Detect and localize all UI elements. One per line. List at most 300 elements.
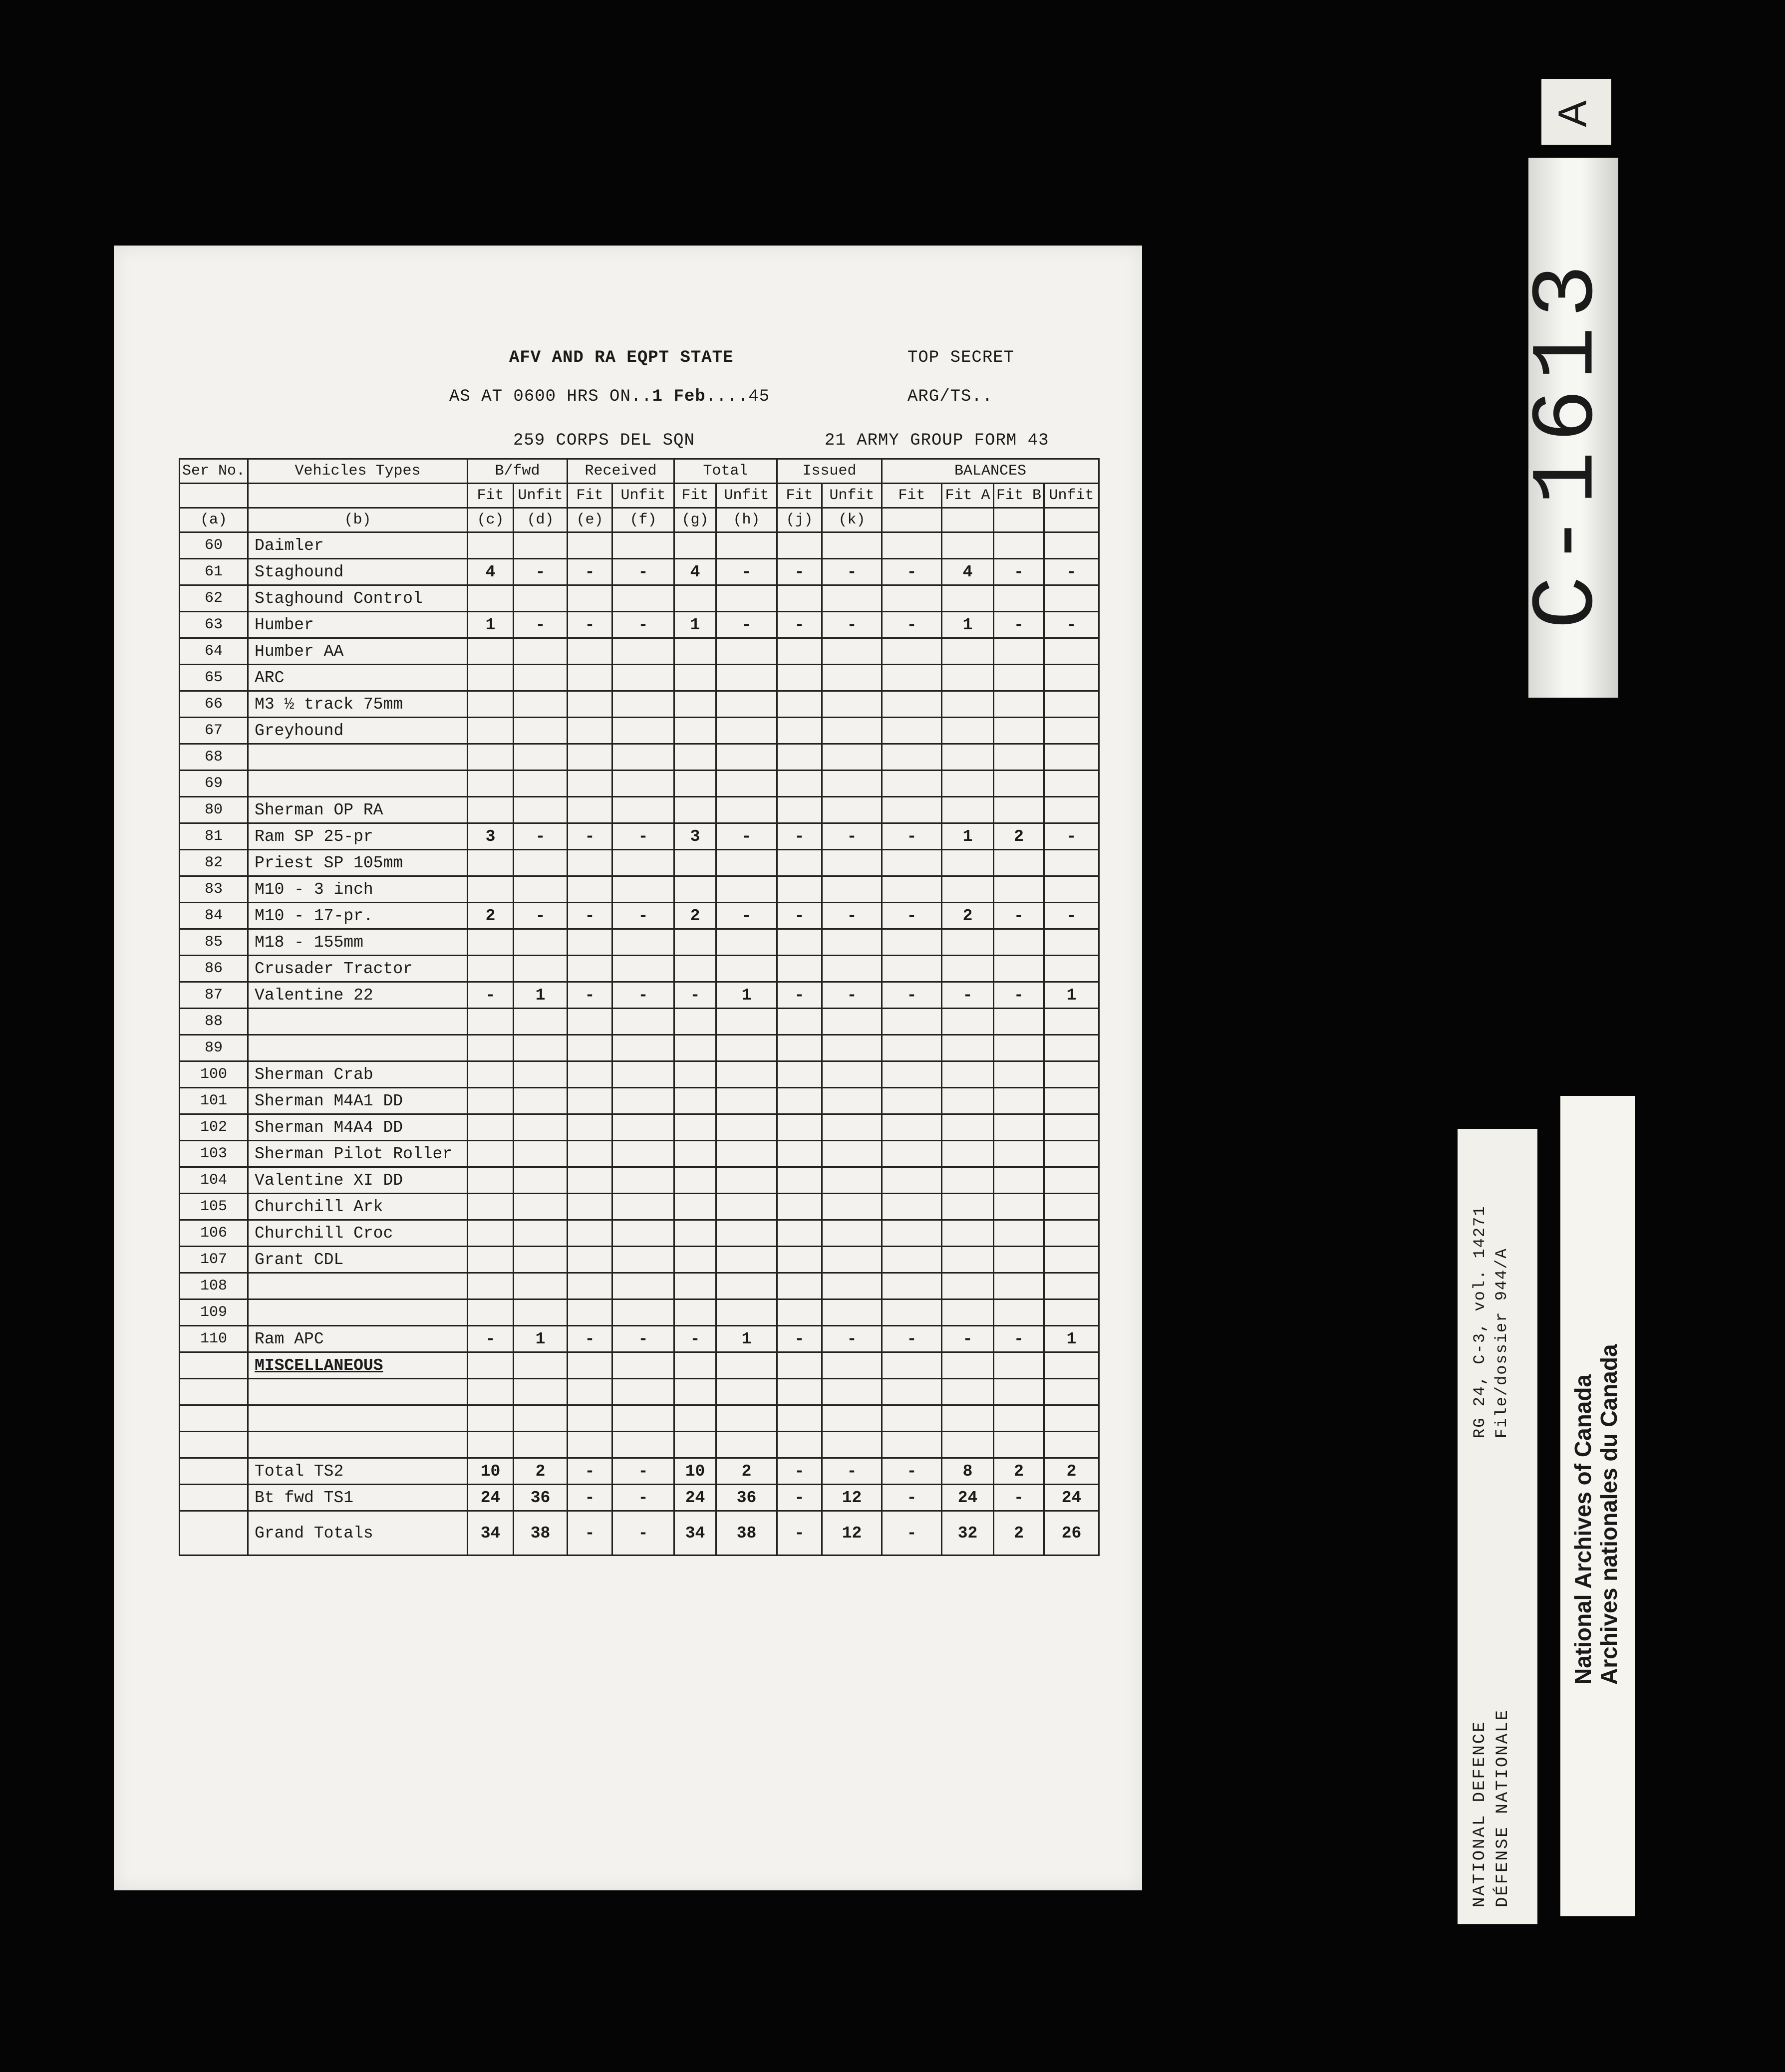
quantity-cell xyxy=(514,665,568,691)
quantity-cell xyxy=(882,1167,942,1194)
quantity-cell xyxy=(942,1247,994,1273)
quantity-cell xyxy=(514,532,568,559)
quantity-cell xyxy=(612,585,674,612)
table-row xyxy=(180,638,1099,665)
as-at-date: 1 Feb xyxy=(652,387,706,406)
file-reference: File/dossier 944/A xyxy=(1492,1248,1511,1438)
quantity-cell: 38 xyxy=(514,1511,568,1555)
quantity-cell: - xyxy=(882,903,942,929)
quantity-cell xyxy=(1044,744,1099,771)
quantity-cell xyxy=(612,1114,674,1141)
quantity-cell xyxy=(468,1220,514,1247)
quantity-cell xyxy=(612,1352,674,1379)
quantity-cell: - xyxy=(777,1458,822,1485)
quantity-cell xyxy=(674,585,716,612)
quantity-cell: - xyxy=(994,559,1044,585)
vehicle-type-cell xyxy=(248,1009,468,1035)
vehicle-type-cell: Ram APC xyxy=(248,1326,468,1352)
quantity-cell xyxy=(882,1379,942,1405)
serial-number-cell xyxy=(180,1458,248,1485)
quantity-cell: 10 xyxy=(674,1458,716,1485)
quantity-cell xyxy=(1044,1009,1099,1035)
subcol-unfit: Unfit xyxy=(514,484,568,508)
quantity-cell xyxy=(674,1194,716,1220)
quantity-cell xyxy=(822,665,882,691)
quantity-cell xyxy=(514,1035,568,1061)
header-blank xyxy=(994,508,1044,532)
table-row xyxy=(180,665,1099,691)
quantity-cell: 2 xyxy=(716,1458,777,1485)
quantity-cell: 2 xyxy=(468,903,514,929)
table-row xyxy=(180,1326,1099,1352)
quantity-cell xyxy=(1044,585,1099,612)
quantity-cell xyxy=(612,1247,674,1273)
quantity-cell xyxy=(468,1114,514,1141)
quantity-cell: - xyxy=(674,982,716,1009)
quantity-cell xyxy=(942,956,994,982)
quantity-cell: - xyxy=(568,823,612,850)
quantity-cell: - xyxy=(568,982,612,1009)
header-blank xyxy=(180,484,248,508)
quantity-cell: - xyxy=(994,1485,1044,1511)
table-row xyxy=(180,532,1099,559)
table-row xyxy=(180,1009,1099,1035)
table-row xyxy=(180,1220,1099,1247)
quantity-cell xyxy=(468,1379,514,1405)
quantity-cell xyxy=(612,718,674,744)
quantity-cell xyxy=(514,1114,568,1141)
quantity-cell xyxy=(716,1061,777,1088)
serial-number-cell: 106 xyxy=(180,1220,248,1247)
vehicle-type-cell: MISCELLANEOUS xyxy=(248,1352,468,1379)
quantity-cell xyxy=(777,850,822,876)
quantity-cell xyxy=(777,532,822,559)
serial-number-cell xyxy=(180,1352,248,1379)
quantity-cell xyxy=(882,744,942,771)
quantity-cell: - xyxy=(612,982,674,1009)
header-blank xyxy=(248,484,468,508)
quantity-cell xyxy=(822,956,882,982)
serial-number-cell: 69 xyxy=(180,771,248,797)
quantity-cell xyxy=(942,797,994,823)
quantity-cell xyxy=(1044,718,1099,744)
quantity-cell xyxy=(514,850,568,876)
quantity-cell xyxy=(674,956,716,982)
subcol-unfit: Unfit xyxy=(716,484,777,508)
quantity-cell xyxy=(777,1167,822,1194)
quantity-cell xyxy=(674,638,716,665)
quantity-cell xyxy=(514,585,568,612)
serial-number-cell: 81 xyxy=(180,823,248,850)
table-row xyxy=(180,612,1099,638)
vehicle-type-cell: M3 ½ track 75mm xyxy=(248,691,468,718)
quantity-cell xyxy=(1044,956,1099,982)
quantity-cell: 2 xyxy=(942,903,994,929)
serial-number-cell: 82 xyxy=(180,850,248,876)
quantity-cell: - xyxy=(882,982,942,1009)
table-row xyxy=(180,1247,1099,1273)
vehicle-type-cell: Grant CDL xyxy=(248,1247,468,1273)
quantity-cell xyxy=(942,1009,994,1035)
quantity-cell xyxy=(468,929,514,956)
quantity-cell xyxy=(942,665,994,691)
quantity-cell xyxy=(822,532,882,559)
sheet-letter: A xyxy=(1550,100,1595,127)
quantity-cell xyxy=(674,1009,716,1035)
quantity-cell xyxy=(942,1088,994,1114)
quantity-cell xyxy=(822,1352,882,1379)
quantity-cell xyxy=(468,638,514,665)
quantity-cell xyxy=(942,1405,994,1432)
quantity-cell xyxy=(568,1035,612,1061)
quantity-cell xyxy=(716,1432,777,1458)
quantity-cell xyxy=(674,1141,716,1167)
quantity-cell xyxy=(674,1220,716,1247)
quantity-cell xyxy=(942,1035,994,1061)
quantity-cell: - xyxy=(942,982,994,1009)
quantity-cell xyxy=(568,1009,612,1035)
quantity-cell: 24 xyxy=(468,1485,514,1511)
vehicle-type-cell: Crusader Tractor xyxy=(248,956,468,982)
quantity-cell xyxy=(822,744,882,771)
quantity-cell xyxy=(942,744,994,771)
quantity-cell: - xyxy=(514,612,568,638)
quantity-cell xyxy=(514,1405,568,1432)
quantity-cell: - xyxy=(1044,823,1099,850)
quantity-cell: 10 xyxy=(468,1458,514,1485)
vehicle-type-cell: Sherman Crab xyxy=(248,1061,468,1088)
col-letter: (h) xyxy=(716,508,777,532)
vehicle-type-cell: ARC xyxy=(248,665,468,691)
serial-number-cell: 100 xyxy=(180,1061,248,1088)
quantity-cell xyxy=(994,585,1044,612)
quantity-cell xyxy=(822,1220,882,1247)
quantity-cell xyxy=(514,718,568,744)
vehicle-type-cell: Sherman M4A1 DD xyxy=(248,1088,468,1114)
quantity-cell xyxy=(674,1405,716,1432)
vehicle-type-cell: Sherman OP RA xyxy=(248,797,468,823)
header-blank xyxy=(882,508,942,532)
quantity-cell xyxy=(777,1141,822,1167)
quantity-cell: - xyxy=(514,903,568,929)
quantity-cell xyxy=(882,1061,942,1088)
table-body xyxy=(180,532,1099,1555)
quantity-cell xyxy=(777,1379,822,1405)
quantity-cell xyxy=(568,876,612,903)
quantity-cell xyxy=(674,850,716,876)
quantity-cell xyxy=(568,1432,612,1458)
quantity-cell xyxy=(777,744,822,771)
quantity-cell xyxy=(716,1114,777,1141)
quantity-cell xyxy=(882,665,942,691)
quantity-cell xyxy=(994,1352,1044,1379)
quantity-cell xyxy=(1044,691,1099,718)
quantity-cell xyxy=(994,1167,1044,1194)
quantity-cell xyxy=(777,1088,822,1114)
vehicle-type-cell xyxy=(248,1273,468,1299)
quantity-cell xyxy=(882,1247,942,1273)
quantity-cell xyxy=(777,876,822,903)
quantity-cell xyxy=(716,1352,777,1379)
serial-number-cell: 67 xyxy=(180,718,248,744)
quantity-cell xyxy=(822,1194,882,1220)
header-row-subcols xyxy=(180,484,1099,508)
quantity-cell: - xyxy=(568,903,612,929)
quantity-cell xyxy=(1044,1194,1099,1220)
table-row xyxy=(180,982,1099,1009)
quantity-cell: 12 xyxy=(822,1485,882,1511)
quantity-cell xyxy=(822,638,882,665)
subcol-fit-b: Fit B xyxy=(994,484,1044,508)
quantity-cell xyxy=(568,1273,612,1299)
quantity-cell xyxy=(882,1299,942,1326)
quantity-cell xyxy=(514,638,568,665)
vehicle-type-cell: Humber xyxy=(248,612,468,638)
quantity-cell: 36 xyxy=(716,1485,777,1511)
quantity-cell xyxy=(674,1299,716,1326)
quantity-cell xyxy=(716,638,777,665)
quantity-cell xyxy=(468,744,514,771)
quantity-cell xyxy=(612,1220,674,1247)
quantity-cell xyxy=(994,929,1044,956)
quantity-cell xyxy=(942,929,994,956)
quantity-cell: - xyxy=(882,559,942,585)
quantity-cell xyxy=(777,1352,822,1379)
col-letter: (e) xyxy=(568,508,612,532)
quantity-cell xyxy=(882,929,942,956)
quantity-cell: - xyxy=(568,559,612,585)
quantity-cell xyxy=(674,1088,716,1114)
serial-number-cell xyxy=(180,1511,248,1555)
quantity-cell xyxy=(822,718,882,744)
quantity-cell xyxy=(514,797,568,823)
quantity-cell xyxy=(994,718,1044,744)
quantity-cell xyxy=(674,744,716,771)
quantity-cell: 4 xyxy=(942,559,994,585)
quantity-cell xyxy=(1044,1379,1099,1405)
quantity-cell xyxy=(1044,797,1099,823)
quantity-cell xyxy=(716,1273,777,1299)
quantity-cell: 1 xyxy=(468,612,514,638)
subcol-fit-a: Fit A xyxy=(942,484,994,508)
quantity-cell: - xyxy=(568,1485,612,1511)
serial-number-cell: 60 xyxy=(180,532,248,559)
serial-number-cell: 85 xyxy=(180,929,248,956)
quantity-cell xyxy=(1044,1088,1099,1114)
rg-reference: RG 24, C-3, vol. 14271 xyxy=(1471,1205,1489,1438)
serial-number-cell: 65 xyxy=(180,665,248,691)
quantity-cell xyxy=(822,1035,882,1061)
quantity-cell xyxy=(674,797,716,823)
quantity-cell: - xyxy=(612,559,674,585)
as-at-suffix: ....45 xyxy=(705,387,770,406)
quantity-cell xyxy=(612,691,674,718)
quantity-cell: - xyxy=(777,1511,822,1555)
quantity-cell xyxy=(1044,1432,1099,1458)
quantity-cell xyxy=(1044,1114,1099,1141)
quantity-cell: - xyxy=(942,1326,994,1352)
quantity-cell: - xyxy=(777,1485,822,1511)
quantity-cell xyxy=(716,1035,777,1061)
quantity-cell xyxy=(674,1061,716,1088)
quantity-cell xyxy=(777,1247,822,1273)
col-letter: (k) xyxy=(822,508,882,532)
quantity-cell xyxy=(777,1299,822,1326)
serial-number-cell: 108 xyxy=(180,1273,248,1299)
quantity-cell xyxy=(942,532,994,559)
quantity-cell xyxy=(942,1299,994,1326)
quantity-cell xyxy=(882,532,942,559)
quantity-cell xyxy=(612,1009,674,1035)
quantity-cell xyxy=(1044,771,1099,797)
quantity-cell xyxy=(514,1220,568,1247)
quantity-cell xyxy=(942,771,994,797)
quantity-cell xyxy=(716,1220,777,1247)
quantity-cell xyxy=(822,1141,882,1167)
document-sheet xyxy=(114,246,1142,1890)
quantity-cell xyxy=(568,1379,612,1405)
quantity-cell xyxy=(822,797,882,823)
table-row xyxy=(180,1458,1099,1485)
vehicle-type-cell: M10 - 17-pr. xyxy=(248,903,468,929)
quantity-cell: 1 xyxy=(1044,1326,1099,1352)
quantity-cell: - xyxy=(612,1485,674,1511)
quantity-cell xyxy=(612,1141,674,1167)
quantity-cell: - xyxy=(612,823,674,850)
quantity-cell xyxy=(514,1379,568,1405)
vehicle-type-cell: Priest SP 105mm xyxy=(248,850,468,876)
serial-number-cell xyxy=(180,1485,248,1511)
quantity-cell xyxy=(468,876,514,903)
quantity-cell xyxy=(514,1061,568,1088)
quantity-cell xyxy=(716,929,777,956)
quantity-cell: - xyxy=(822,982,882,1009)
table-row xyxy=(180,1167,1099,1194)
quantity-cell: 1 xyxy=(514,1326,568,1352)
quantity-cell xyxy=(568,638,612,665)
quantity-cell xyxy=(942,850,994,876)
vehicle-type-cell: Staghound Control xyxy=(248,585,468,612)
quantity-cell xyxy=(468,1035,514,1061)
header-row-groups xyxy=(180,459,1099,484)
table-row xyxy=(180,1035,1099,1061)
archives-name-en: National Archives of Canada xyxy=(1570,1374,1596,1685)
quantity-cell xyxy=(514,1194,568,1220)
quantity-cell xyxy=(994,1220,1044,1247)
quantity-cell xyxy=(822,1379,882,1405)
quantity-cell xyxy=(882,638,942,665)
quantity-cell xyxy=(942,1167,994,1194)
quantity-cell xyxy=(612,638,674,665)
table-row xyxy=(180,1273,1099,1299)
film-number: C-1613 xyxy=(1518,256,1619,629)
quantity-cell xyxy=(612,1167,674,1194)
quantity-cell: - xyxy=(1044,559,1099,585)
quantity-cell xyxy=(612,771,674,797)
quantity-cell xyxy=(568,797,612,823)
quantity-cell xyxy=(942,1114,994,1141)
quantity-cell xyxy=(674,1247,716,1273)
table-row xyxy=(180,1352,1099,1379)
film-number-strip xyxy=(1518,158,1619,698)
reference-number: ARG/TS.. xyxy=(907,387,993,406)
quantity-cell xyxy=(468,1194,514,1220)
quantity-cell: 3 xyxy=(468,823,514,850)
subcol-unfit: Unfit xyxy=(1044,484,1099,508)
quantity-cell: - xyxy=(568,1511,612,1555)
subcol-fit: Fit xyxy=(882,484,942,508)
quantity-cell xyxy=(1044,1167,1099,1194)
quantity-cell xyxy=(1044,1273,1099,1299)
quantity-cell xyxy=(882,797,942,823)
header-blank xyxy=(1044,508,1099,532)
quantity-cell xyxy=(777,691,822,718)
quantity-cell xyxy=(994,691,1044,718)
quantity-cell xyxy=(568,718,612,744)
quantity-cell xyxy=(777,1194,822,1220)
quantity-cell xyxy=(777,797,822,823)
quantity-cell xyxy=(994,1194,1044,1220)
vehicle-type-cell: M10 - 3 inch xyxy=(248,876,468,903)
quantity-cell xyxy=(468,1167,514,1194)
serial-number-cell: 89 xyxy=(180,1035,248,1061)
quantity-cell xyxy=(822,876,882,903)
quantity-cell xyxy=(882,585,942,612)
serial-number-cell: 64 xyxy=(180,638,248,665)
quantity-cell: 1 xyxy=(716,982,777,1009)
table-row xyxy=(180,585,1099,612)
quantity-cell xyxy=(716,744,777,771)
quantity-cell xyxy=(994,1247,1044,1273)
quantity-cell xyxy=(777,1009,822,1035)
vehicle-type-cell: Daimler xyxy=(248,532,468,559)
quantity-cell xyxy=(716,718,777,744)
quantity-cell: - xyxy=(716,559,777,585)
serial-number-cell: 102 xyxy=(180,1114,248,1141)
quantity-cell xyxy=(468,771,514,797)
quantity-cell xyxy=(568,1114,612,1141)
quantity-cell: - xyxy=(716,903,777,929)
quantity-cell xyxy=(1044,1247,1099,1273)
quantity-cell xyxy=(777,1432,822,1458)
quantity-cell: 2 xyxy=(1044,1458,1099,1485)
subcol-fit: Fit xyxy=(568,484,612,508)
quantity-cell xyxy=(882,1220,942,1247)
quantity-cell xyxy=(822,585,882,612)
quantity-cell xyxy=(994,956,1044,982)
quantity-cell xyxy=(882,1088,942,1114)
quantity-cell xyxy=(882,1405,942,1432)
table-row xyxy=(180,956,1099,982)
vehicle-type-cell: Valentine 22 xyxy=(248,982,468,1009)
serial-number-cell xyxy=(180,1405,248,1432)
col-letter: (b) xyxy=(248,508,468,532)
quantity-cell xyxy=(514,744,568,771)
serial-number-cell: 103 xyxy=(180,1141,248,1167)
col-letter: (f) xyxy=(612,508,674,532)
quantity-cell: - xyxy=(468,1326,514,1352)
quantity-cell xyxy=(882,718,942,744)
quantity-cell: - xyxy=(514,823,568,850)
quantity-cell: 24 xyxy=(1044,1485,1099,1511)
table-row xyxy=(180,797,1099,823)
header-row-letters xyxy=(180,508,1099,532)
serial-number-cell: 62 xyxy=(180,585,248,612)
vehicle-state-table xyxy=(179,458,1100,1556)
quantity-cell xyxy=(716,1379,777,1405)
quantity-cell xyxy=(822,1247,882,1273)
quantity-cell xyxy=(468,797,514,823)
